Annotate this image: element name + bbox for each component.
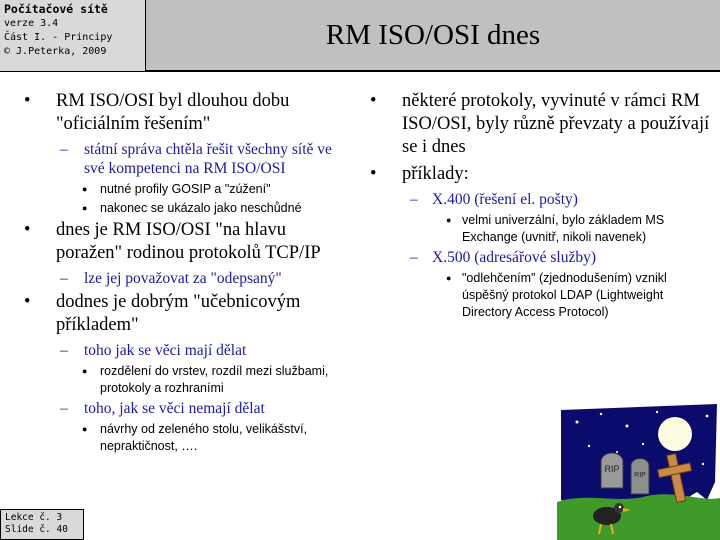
sub-bullet-item xyxy=(370,248,710,267)
bullet-dot-icon: ● xyxy=(82,366,88,376)
bullet-text: dnes je RM ISO/OSI "na hlavu poražen" rodinou protokolů TCP/IP xyxy=(56,220,321,263)
bullet-item xyxy=(370,90,710,159)
sub-sub-bullet-text: nutné profily GOSIP a "zúžení" xyxy=(100,182,271,196)
bullet-item xyxy=(24,90,342,136)
bullet-dot-icon: ● xyxy=(446,273,452,283)
sub-sub-bullet-item xyxy=(24,200,342,217)
slide-title: RM ISO/OSI dnes xyxy=(325,18,541,51)
bullet-item xyxy=(370,163,710,186)
bullet-dot-icon: ● xyxy=(82,203,88,213)
course-info-box xyxy=(0,0,146,72)
sub-bullet-item xyxy=(370,190,710,209)
sub-bullet-text: X.400 (řešení el. pošty) xyxy=(432,191,578,208)
bullet-item xyxy=(24,291,342,337)
sub-sub-bullet-item xyxy=(24,181,342,198)
bullet-dot-icon: • xyxy=(370,164,377,184)
tombstone-icon xyxy=(601,453,623,488)
course-author: © J.Peterka, 2009 xyxy=(4,46,107,57)
course-version: verze 3.4 xyxy=(4,18,59,29)
sub-sub-bullet-item xyxy=(24,363,342,397)
course-name: Počítačové sítě xyxy=(4,2,108,16)
sub-sub-bullet-text: nakonec se ukázalo jako neschůdné xyxy=(100,201,302,215)
left-column xyxy=(24,90,342,457)
bullet-dot-icon: ● xyxy=(82,424,88,434)
slide-header xyxy=(0,0,720,72)
night-sky-shape xyxy=(561,404,717,512)
bullet-dot-icon: • xyxy=(370,91,377,111)
right-column xyxy=(370,90,710,323)
bullet-dot-icon: • xyxy=(24,292,31,312)
tombstone-icon xyxy=(631,459,649,495)
bullet-dot-icon: ● xyxy=(82,184,88,194)
bullet-dot-icon: • xyxy=(24,220,31,240)
sub-bullet-text: státní správa chtěla řešit všechny sítě ve své kompetenci na RM ISO/OSI xyxy=(84,141,332,177)
sub-sub-bullet-text: rozdělení do vrstev, rozdíl mezi službami, protokoly a rozhraními xyxy=(100,364,329,395)
sub-bullet-item xyxy=(24,399,342,418)
sub-bullet-item xyxy=(24,140,342,178)
bullet-text: některé protokoly, vyvinuté v rámci RM ISO/OSI, byly různě převzaty a používají se i dnes xyxy=(402,91,710,157)
sub-bullet-text: toho jak se věci mají dělat xyxy=(84,342,247,359)
svg-text:RIP: RIP xyxy=(604,464,620,474)
sub-bullet-item xyxy=(24,341,342,360)
lesson-number: Lekce č. 3 xyxy=(5,512,63,523)
sub-sub-bullet-text: velmi univerzální, bylo základem MS Exchange (uvnitř, nikoli navenek) xyxy=(462,213,665,244)
svg-text:RIP: RIP xyxy=(634,472,646,479)
graveyard-clipart xyxy=(557,404,720,540)
slide-footer-box xyxy=(0,509,84,540)
sub-sub-bullet-text: "odlehčením" (zjednodušením) vznikl úspěšný protokol LDAP (Lightweight Directory Access Protocol) xyxy=(462,271,667,319)
dash-icon: – xyxy=(60,270,68,287)
sub-sub-bullet-item xyxy=(370,212,710,246)
sub-bullet-text: toho, jak se věci nemají dělat xyxy=(84,400,265,417)
course-part: Část I. - Principy xyxy=(4,32,113,43)
bullet-text: příklady: xyxy=(402,164,469,184)
dash-icon: – xyxy=(410,191,418,208)
sub-bullet-text: X.500 (adresářové služby) xyxy=(432,249,596,266)
bullet-dot-icon: • xyxy=(24,91,31,111)
sub-sub-bullet-text: návrhy od zeleného stolu, velikášství, nepraktičnost, …. xyxy=(100,422,308,453)
bullet-dot-icon: ● xyxy=(446,215,452,225)
bullet-text: RM ISO/OSI byl dlouhou dobu "oficiálním řešením" xyxy=(56,91,290,134)
bullet-text: dodnes je dobrým "učebnicovým příkladem" xyxy=(56,292,301,335)
sub-sub-bullet-item xyxy=(370,270,710,321)
grass-shape xyxy=(557,494,720,540)
moon-icon xyxy=(658,417,692,451)
sub-bullet-item xyxy=(24,269,342,288)
slide-number: Slide č. 40 xyxy=(5,524,68,535)
dash-icon: – xyxy=(60,141,68,158)
dash-icon: – xyxy=(60,342,68,359)
sub-bullet-text: lze jej považovat za "odepsaný" xyxy=(84,270,282,287)
bullet-item xyxy=(24,219,342,265)
dash-icon: – xyxy=(410,249,418,266)
sub-sub-bullet-item xyxy=(24,421,342,455)
dash-icon: – xyxy=(60,400,68,417)
